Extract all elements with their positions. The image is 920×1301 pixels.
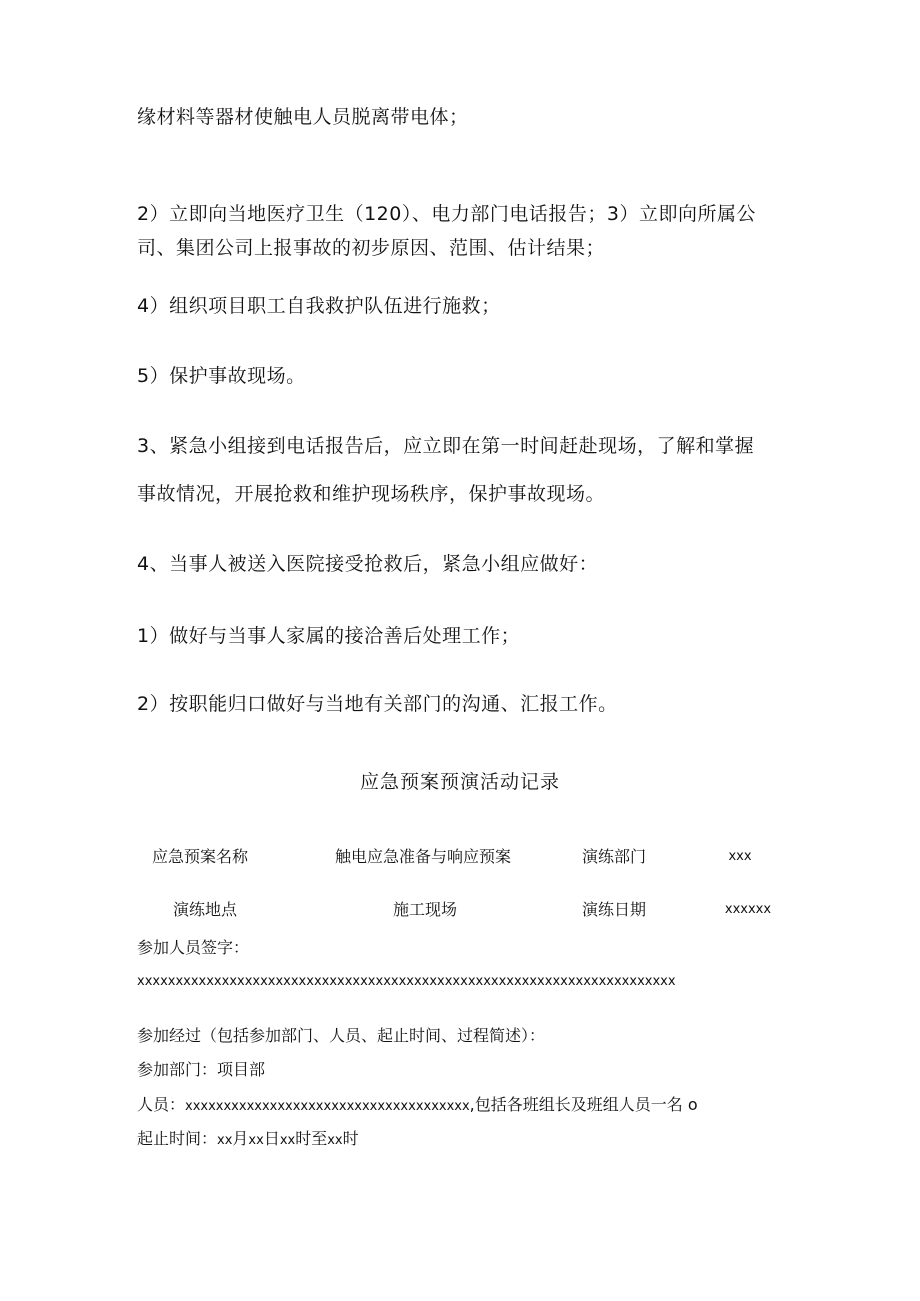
drill-department-value: xxx — [728, 849, 752, 864]
plan-name-value: 触电应急准备与响应预案 — [334, 847, 511, 866]
time-line — [137, 1127, 359, 1153]
paragraph-insulation: 缘材料等器材使触电人员脱离带电体； — [137, 106, 469, 128]
drill-location-value: 施工现场 — [392, 900, 457, 919]
paragraph-report-authorities: 2）按职能归口做好与当地有关部门的沟通、汇报工作。 — [137, 693, 618, 715]
plan-name-label: 应急预案名称 — [151, 847, 248, 866]
time-day: 日 — [263, 1129, 280, 1148]
department-line: 参加部门：项目部 — [137, 1060, 266, 1079]
personnel-prefix: 人员： — [137, 1095, 186, 1114]
paragraph-emergency-group-line2: 事故情况，开展抢救和维护现场秩序，保护事故现场。 — [137, 483, 606, 505]
paragraph-family-handling: 1）做好与当事人家属的接洽善后处理工作； — [137, 625, 521, 647]
time-end: 时 — [342, 1129, 359, 1148]
signature-label: 参加人员签字： — [137, 938, 250, 957]
time-prefix: 起止时间： — [137, 1129, 218, 1148]
drill-location-label: 演练地点 — [172, 900, 237, 919]
time-to: 时至 — [295, 1129, 328, 1148]
drill-date-label: 演练日期 — [581, 900, 646, 919]
time-month: 月 — [232, 1129, 249, 1148]
record-title: 应急预案预演活动记录 — [359, 771, 560, 793]
drill-department-label: 演练部门 — [581, 847, 646, 866]
time-xx-2: xx — [248, 1133, 264, 1148]
paragraph-emergency-group-line1: 3、紧急小组接到电话报告后，应立即在第一时间赶赴现场，了解和掌握 — [137, 435, 755, 457]
personnel-value: xxxxxxxxxxxxxxxxxxxxxxxxxxxxxxxxxxxxx — [185, 1099, 470, 1114]
process-label: 参加经过（包括参加部门、人员、起止时间、过程简述）： — [137, 1026, 546, 1045]
signature-value: xxxxxxxxxxxxxxxxxxxxxxxxxxxxxxxxxxxxxxxxxxxxxxxxxxxxxxxxxxxxxxxxxxxxxx — [137, 974, 676, 989]
time-xx-3: xx — [279, 1133, 296, 1148]
personnel-suffix: ,包括各班组长及班组人员一名 o — [469, 1095, 698, 1114]
drill-date-value: xxxxxx — [724, 902, 772, 917]
paragraph-self-rescue: 4）组织项目职工自我救护队伍进行施救； — [137, 295, 501, 317]
paragraph-report-steps: 2）立即向当地医疗卫生（120）、电力部门电话报告；3）立即向所属公司、集团公司上报事故的初步原因、范围、估计结果； — [137, 203, 756, 259]
time-xx-1: xx — [217, 1133, 233, 1148]
paragraph-hospital: 4、当事人被送入医院接受抢救后，紧急小组应做好： — [137, 553, 599, 575]
time-xx-4: xx — [327, 1133, 343, 1148]
personnel-line — [137, 1093, 698, 1119]
paragraph-protect-scene: 5）保护事故现场。 — [137, 365, 306, 387]
